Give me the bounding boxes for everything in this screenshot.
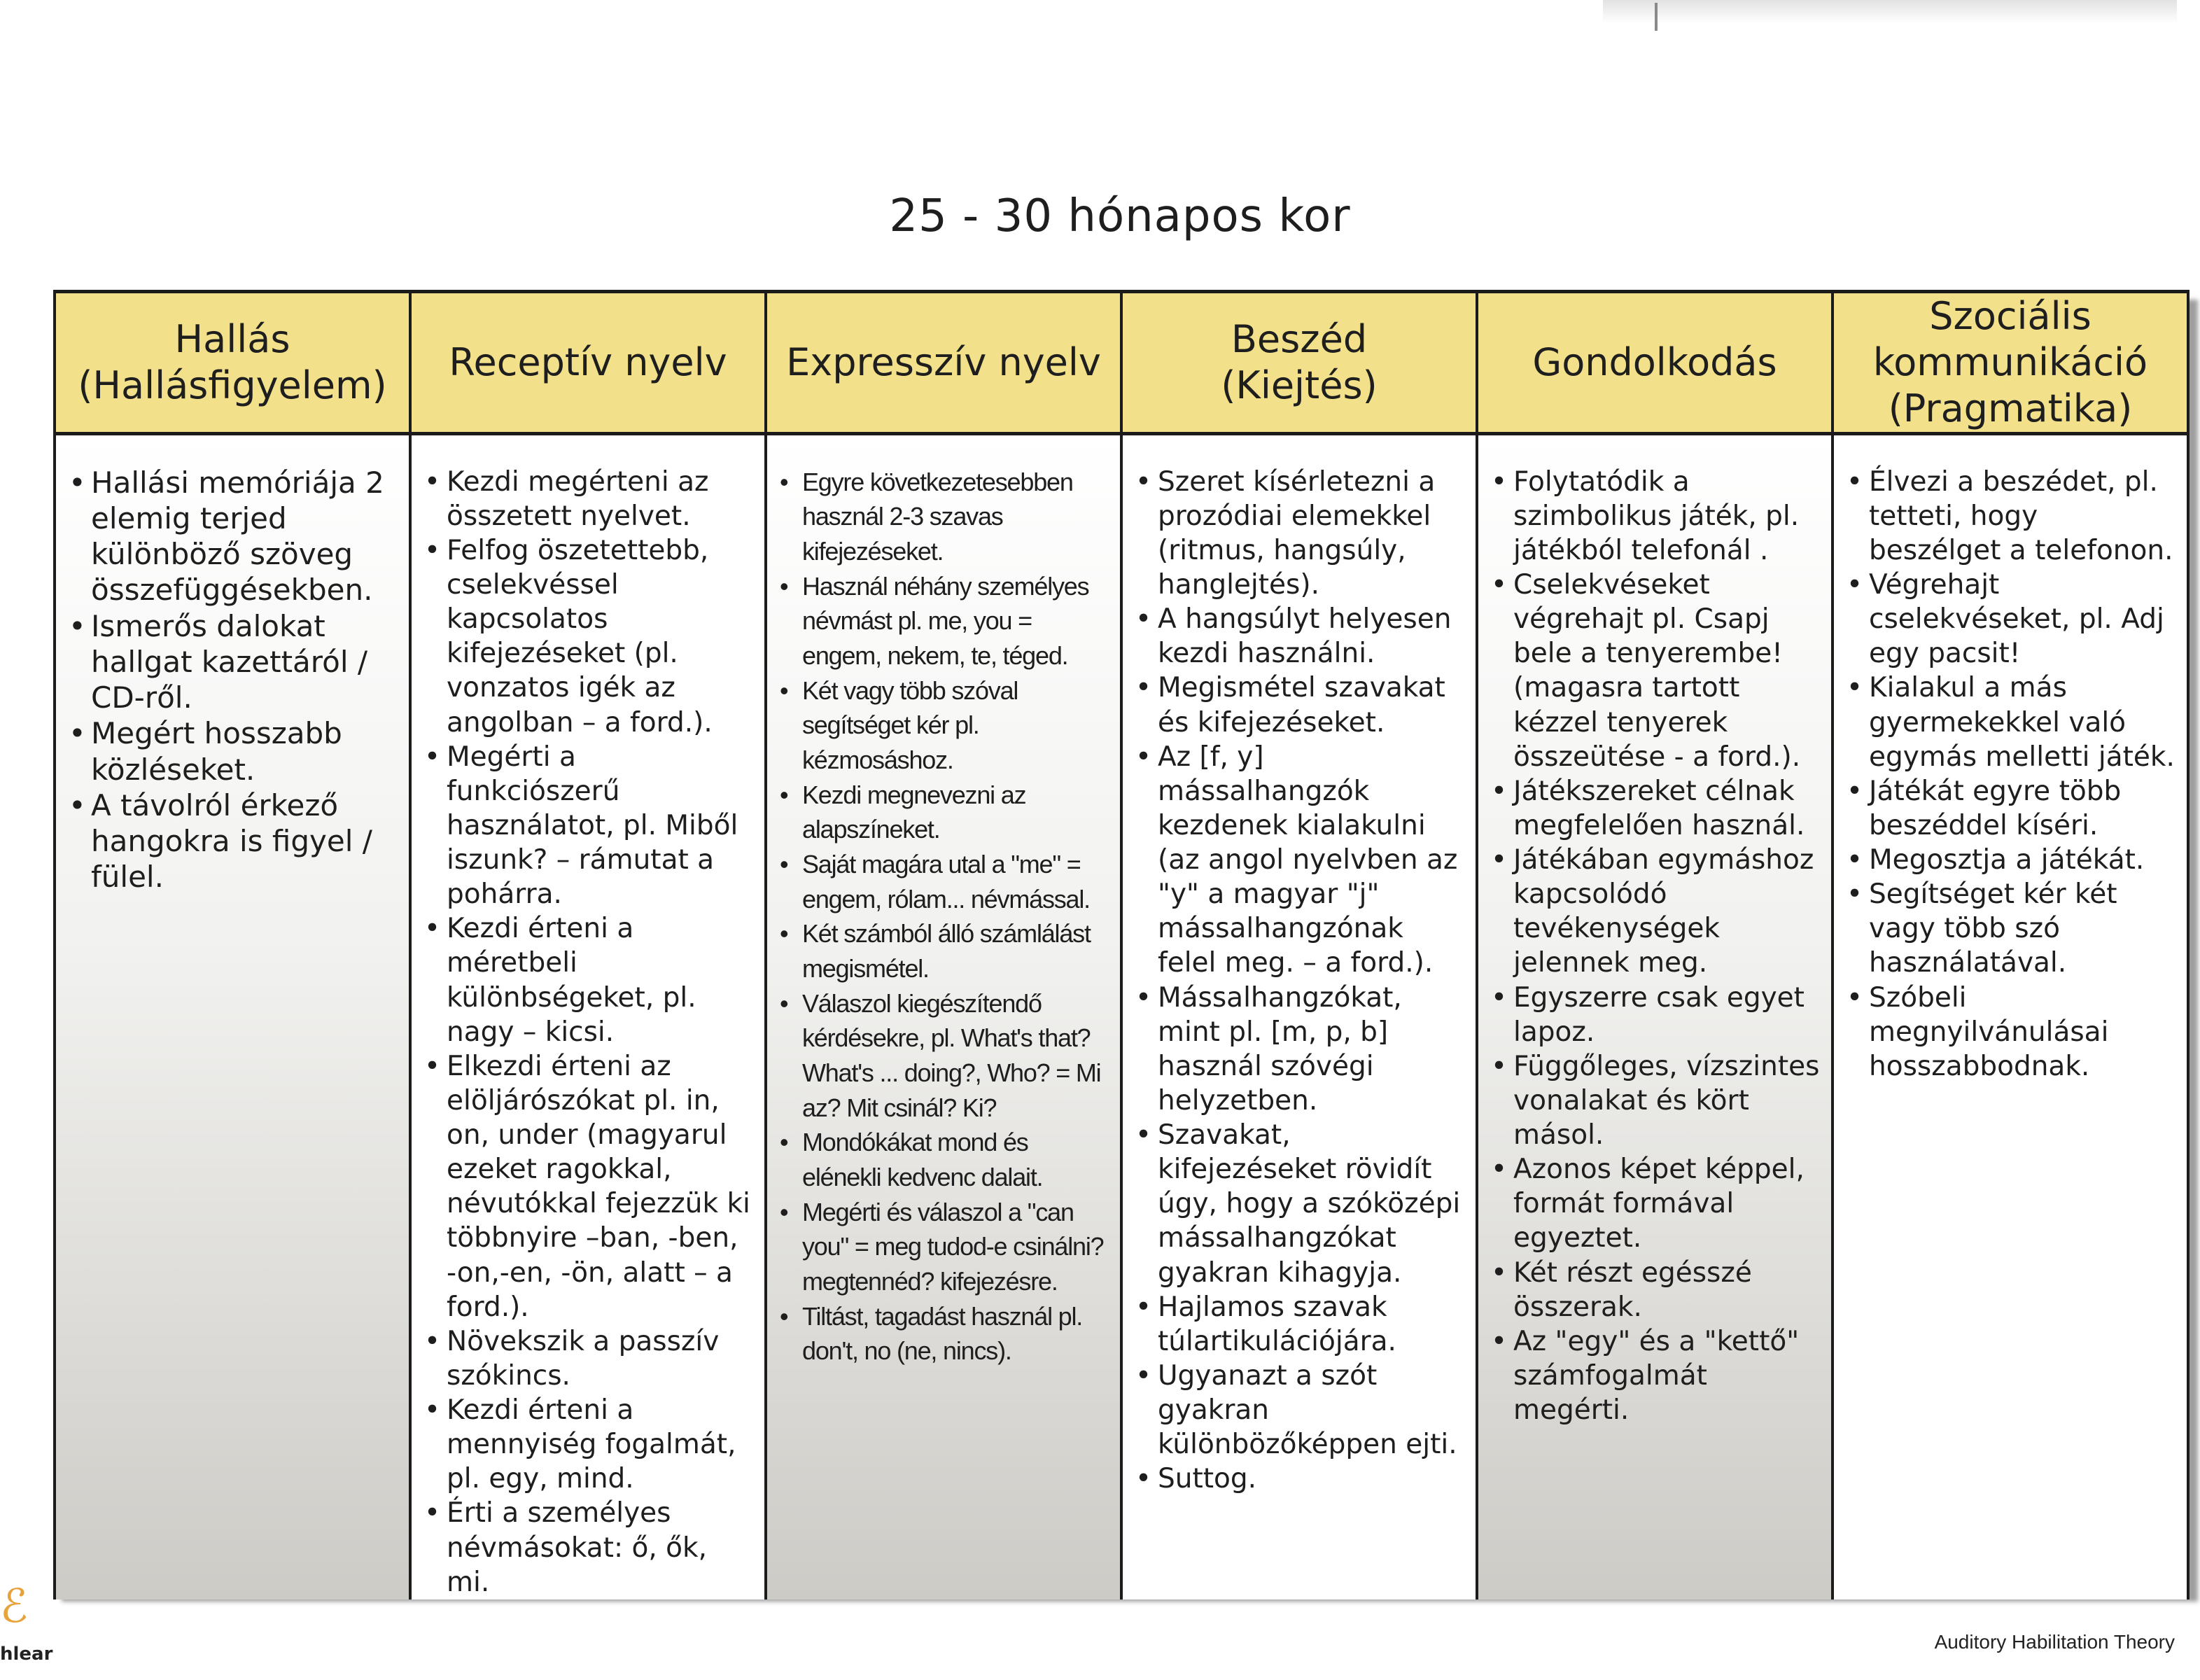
list-item: • Kezdi érteni a méretbeli különbségeket, pl. nagy – kicsi.	[421, 911, 753, 1049]
list-item: • Egyre következetesebben használ 2-3 szavas kifejezéseket.	[777, 465, 1109, 569]
header-szocialis-kommunikacio: Szociális kommunikáció (Pragmatika)	[1831, 293, 2190, 432]
list-item: • Játékát egyre több beszéddel kíséri.	[1844, 774, 2176, 843]
list-item: • Függőleges, vízszintes vonalakat és kört másol.	[1488, 1049, 1820, 1152]
list-item: • Azonos képet képpel, formát formával egyeztet.	[1488, 1152, 1820, 1255]
table-body-row	[53, 435, 2190, 1600]
list-item: • Játékában egymáshoz kapcsolódó tevékenységek jelennek meg.	[1488, 843, 1820, 981]
list-item: • Érti a személyes névmásokat: ő, ők, mi.	[421, 1496, 753, 1599]
list-item: • Megért hosszabb közléseket.	[66, 715, 398, 787]
footer-source: Auditory Habilitation Theory	[1934, 1631, 2175, 1653]
list-item: • Szavakat, kifejezéseket rövidít úgy, hogy a szóközépi mássalhangzókat gyakran kihagyja.	[1133, 1118, 1464, 1290]
list-item: • Megérti és válaszol a "can you" = meg tudod-e csinálni? megtennéd? kifejezésre.	[777, 1195, 1109, 1299]
table-header-row	[53, 290, 2190, 435]
list-item: • Megismétel szavakat és kifejezéseket.	[1133, 671, 1464, 739]
list-item: • Mássalhangzókat, mint pl. [m, p, b] használ szóvégi helyzetben.	[1133, 981, 1464, 1119]
list-item: • Két vagy több szóval segítséget kér pl. kézmosáshoz.	[777, 673, 1109, 778]
list-item: • Szeret kísérletezni a prozódiai elemekkel (ritmus, hangsúly, hanglejtés).	[1133, 465, 1464, 603]
column-beszed	[1120, 435, 1476, 1600]
header-beszed: Beszéd (Kiejtés)	[1120, 293, 1476, 432]
column-expressziv-nyelv	[764, 435, 1120, 1600]
list-item: • Az "egy" és a "kettő" számfogalmát megérti.	[1488, 1324, 1820, 1427]
list-item: • Ugyanazt a szót gyakran különbözőképpen ejti.	[1133, 1359, 1464, 1462]
list-item: • Kezdi érteni a mennyiség fogalmát, pl. egy, mind.	[421, 1393, 753, 1496]
header-receptiv-nyelv: Receptív nyelv	[409, 293, 764, 432]
page-title: 25 - 30 hónapos kor	[889, 190, 1351, 242]
list-item: • Folytatódik a szimbolikus játék, pl. játékból telefonál .	[1488, 465, 1820, 568]
column-receptiv-nyelv	[409, 435, 764, 1600]
bullet-list	[421, 465, 753, 1600]
list-item: • Két részt egésszé összerak.	[1488, 1256, 1820, 1324]
list-item: • A hangsúlyt helyesen kezdi használni.	[1133, 602, 1464, 671]
bullet-list	[777, 465, 1109, 1368]
brand-logo-text: hlear	[0, 1644, 53, 1665]
column-hallas	[53, 435, 409, 1600]
list-item: • Válaszol kiegészítendő kérdésekre, pl. What's that? What's ... doing?, Who? = Mi az? Mit csinál? Ki?	[777, 986, 1109, 1126]
header-hallas: Hallás (Hallásfigyelem)	[53, 293, 409, 432]
list-item: • Kialakul a más gyermekekkel való egymás melletti játék.	[1844, 671, 2176, 774]
list-item: • Élvezi a beszédet, pl. tetteti, hogy beszélget a telefonon.	[1844, 465, 2176, 568]
list-item: • Kezdi megérteni az összetett nyelvet.	[421, 465, 753, 533]
bullet-list	[1133, 465, 1464, 1497]
list-item: • Használ néhány személyes névmást pl. me, you = engem, nekem, te, téged.	[777, 569, 1109, 673]
bullet-list	[1844, 465, 2176, 1084]
list-item: • Segítséget kér két vagy több szó használatával.	[1844, 877, 2176, 980]
list-item: • Felfog öszetettebb, cselekvéssel kapcsolatos kifejezéseket (pl. vonzatos igék az angolban – a ford.).	[421, 533, 753, 740]
list-item: • A távolról érkező hangokra is figyel / fülel.	[66, 788, 398, 895]
list-item: • Megosztja a játékát.	[1844, 843, 2176, 877]
list-item: • Végrehajt cselekvéseket, pl. Adj egy pacsit!	[1844, 568, 2176, 671]
list-item: • Saját magára utal a "me" = engem, rólam... névmással.	[777, 847, 1109, 916]
bullet-list	[66, 465, 398, 895]
column-gondolkodas	[1476, 435, 1831, 1600]
list-item: • Két számból álló számlálást megismétel.	[777, 916, 1109, 986]
list-item: • Tiltást, tagadást használ pl. don't, no (ne, nincs).	[777, 1299, 1109, 1368]
column-szocialis-kommunikacio	[1831, 435, 2190, 1600]
list-item: • Megérti a funkciószerű használatot, pl. Miből iszunk? – rámutat a pohárra.	[421, 740, 753, 912]
list-item: • Cselekvéseket végrehajt pl. Csapj bele a tenyerembe! (magasra tartott kézzel tenyerek összeütése - a ford.).	[1488, 568, 1820, 774]
list-item: • Játékszereket célnak megfelelően használ.	[1488, 774, 1820, 843]
list-item: • Az [f, y] mássalhangzók kezdenek kialakulni (az angol nyelvben az "y" a magyar "j" mássalhangzónak felel meg. – a ford.).	[1133, 740, 1464, 981]
list-item: • Ismerős dalokat hallgat kazettáról / CD-ről.	[66, 608, 398, 716]
list-item: • Suttog.	[1133, 1462, 1464, 1496]
scan-edge-mark	[1603, 0, 2177, 24]
header-expressziv-nyelv: Expresszív nyelv	[764, 293, 1120, 432]
list-item: • Mondókákat mond és elénekli kedvenc dalait.	[777, 1125, 1109, 1194]
development-table	[53, 290, 2190, 1598]
list-item: • Egyszerre csak egyet lapoz.	[1488, 981, 1820, 1049]
header-gondolkodas: Gondolkodás	[1476, 293, 1831, 432]
list-item: • Szóbeli megnyilvánulásai hosszabbodnak.	[1844, 981, 2176, 1084]
bullet-list	[1488, 465, 1820, 1428]
list-item: • Hallási memóriája 2 elemig terjed különböző szöveg összefüggésekben.	[66, 465, 398, 608]
list-item: • Hajlamos szavak túlartikulációjára.	[1133, 1290, 1464, 1359]
list-item: • Kezdi megnevezni az alapszíneket.	[777, 778, 1109, 847]
brand-logo-icon: ℰ	[0, 1579, 28, 1633]
list-item: • Elkezdi érteni az elöljárószókat pl. in, on, under (magyarul ezeket ragokkal, névutókkal fejezzük ki többnyire –ban, -ben, -on,-en, -ön, alatt – a ford.).	[421, 1049, 753, 1324]
list-item: • Növekszik a passzív szókincs.	[421, 1324, 753, 1393]
